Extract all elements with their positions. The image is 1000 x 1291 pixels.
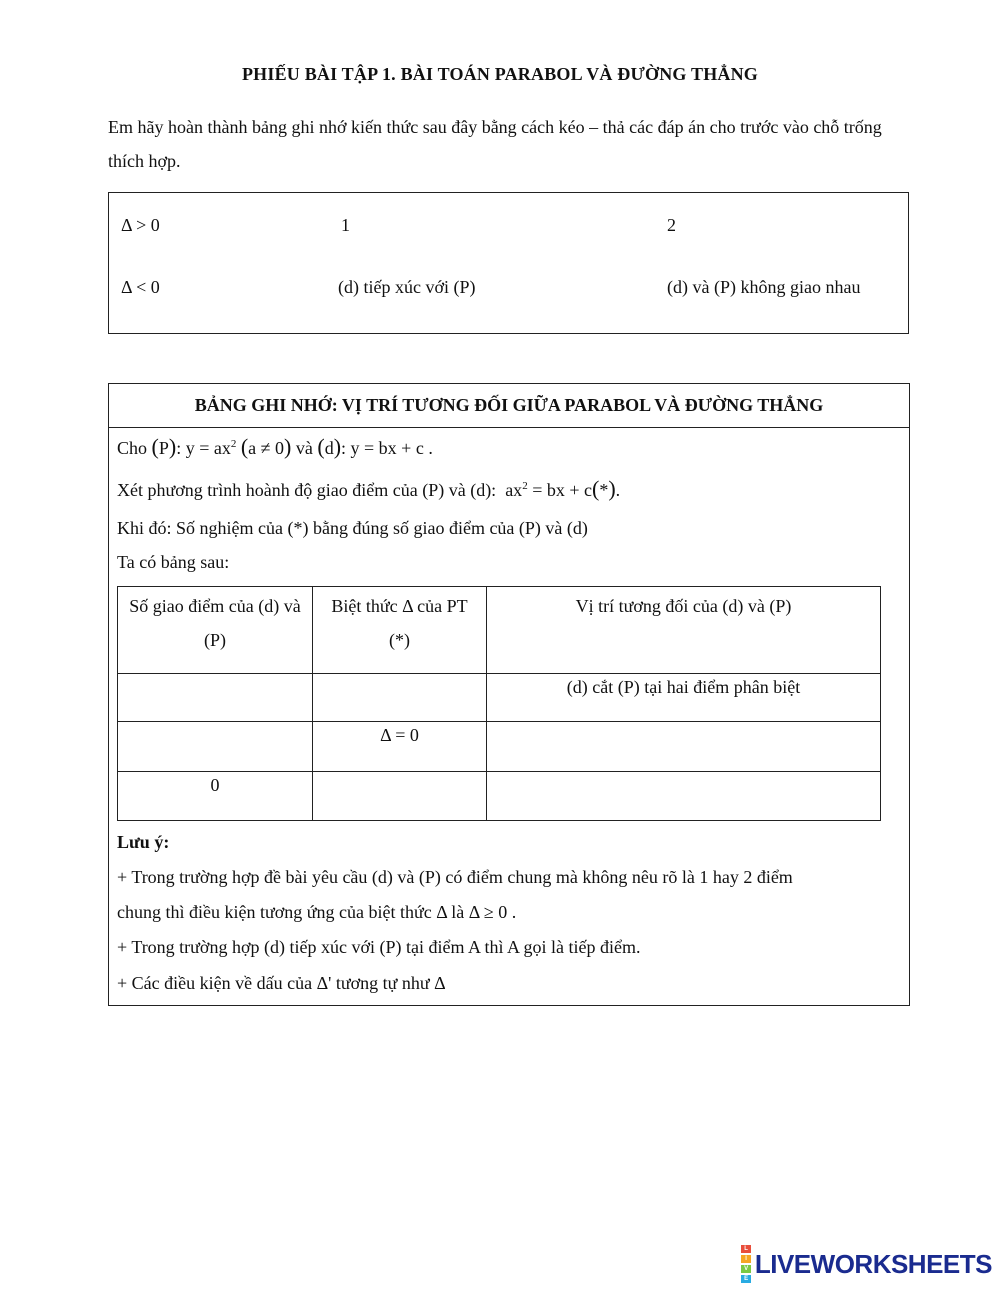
note-line: chung thì điều kiện tương ứng của biệt thức Δ là Δ ≥ 0 .: [117, 902, 517, 922]
worksheet-title: PHIẾU BÀI TẬP 1. BÀI TOÁN PARABOL VÀ ĐƯỜNG THẲNG: [241, 64, 759, 84]
instructions: Em hãy hoàn thành bảng ghi nhớ kiến thức sau đây bằng cách kéo – thả các đáp án cho trước vào chỗ trống thích hợp.: [108, 117, 882, 171]
given-line: Cho (P): $y = ax^2$ (a ≠ 0) và (d): y = bx + c .: [117, 434, 433, 459]
note-line: + Các điều kiện về dấu của Δ' tương tự như Δ: [117, 973, 446, 993]
drop-slot-r3-position[interactable]: [487, 772, 881, 821]
logo-mark-icon: L I V E: [741, 1244, 751, 1284]
cell-r2-discriminant: Δ = 0: [313, 722, 487, 772]
note-line: + Trong trường hợp đề bài yêu cầu (d) và (P) có điểm chung mà không nêu rõ là 1 hay 2 điểm: [117, 867, 793, 887]
answer-bank: [108, 192, 909, 334]
position-table: [117, 586, 881, 821]
table-row: [118, 772, 881, 821]
memo-heading: BẢNG GHI NHỚ: VỊ TRÍ TƯƠNG ĐỐI GIỮA PARABOL VÀ ĐƯỜNG THẲNG: [109, 384, 909, 428]
drop-slot-r3-discriminant[interactable]: [313, 772, 487, 821]
memo-box: [108, 383, 910, 1006]
roots-statement: Khi đó: Số nghiệm của (*) bằng đúng số giao điểm của (P) và (d): [117, 518, 588, 538]
table-header-row: [118, 587, 881, 674]
drop-slot-r1-intersections[interactable]: [118, 674, 313, 722]
answer-chip-no-intersection[interactable]: (d) và (P) không giao nhau: [667, 277, 861, 297]
note-title: Lưu ý:: [117, 832, 170, 852]
table-row: [118, 674, 881, 722]
answer-chip-delta-positive[interactable]: Δ > 0: [121, 215, 160, 235]
logo-text: LIVEWORKSHEETS: [754, 1248, 992, 1279]
answer-chip-two[interactable]: 2: [667, 215, 676, 235]
answer-chip-delta-negative[interactable]: Δ < 0: [121, 277, 160, 297]
answer-chip-one[interactable]: 1: [341, 215, 350, 235]
note-line: + Trong trường hợp (d) tiếp xúc với (P) tại điểm A thì A gọi là tiếp điểm.: [117, 937, 641, 957]
answer-chip-tangent[interactable]: (d) tiếp xúc với (P): [338, 277, 476, 297]
drop-slot-r2-position[interactable]: [487, 722, 881, 772]
header-intersections: Số giao điểm của (d) và (P): [118, 587, 313, 674]
cell-r3-intersections: 0: [118, 772, 313, 821]
table-intro: Ta có bảng sau:: [117, 552, 230, 572]
header-discriminant: Biệt thức Δ của PT (*): [313, 587, 487, 674]
liveworksheets-logo: [741, 1246, 992, 1282]
drop-slot-r1-discriminant[interactable]: [313, 674, 487, 722]
header-position: Vị trí tương đối của (d) và (P): [487, 587, 881, 674]
table-row: [118, 722, 881, 772]
cell-r1-position: (d) cắt (P) tại hai điểm phân biệt: [487, 674, 881, 722]
equation-line: Xét phương trình hoành độ giao điểm của (P) và (d): $ax^2$ = bx + c(*).: [117, 476, 621, 501]
drop-slot-r2-intersections[interactable]: [118, 722, 313, 772]
